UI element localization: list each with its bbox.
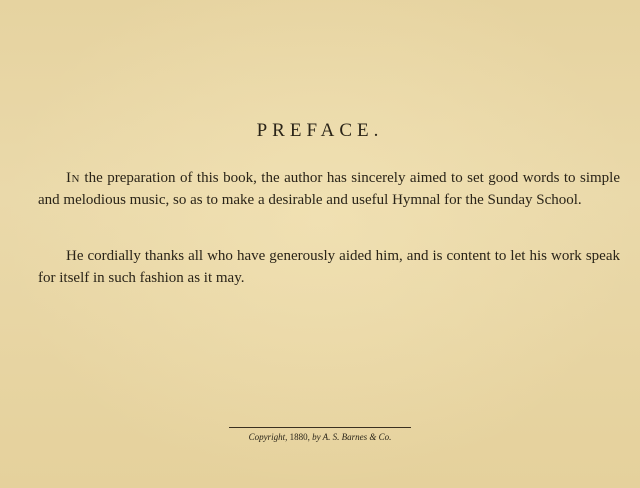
copyright-holder: by A. S. Barnes & Co. bbox=[312, 432, 392, 442]
paragraph-2-text: He cordially thanks all who have generously aided him, and is content to let his work speak for itself in such fashion as it may. bbox=[38, 248, 620, 286]
preface-paragraph-1 bbox=[38, 167, 620, 211]
copyright-year: 1880, bbox=[289, 432, 310, 442]
paragraph-lead-word: In bbox=[66, 170, 80, 186]
copyright-line bbox=[0, 432, 640, 442]
paragraph-1-text: the preparation of this book, the author has sincerely aimed to set good words to simple and melodious music, so as to make a desirable and useful Hymnal for the Sunday School. bbox=[38, 170, 620, 208]
preface-paragraph-2 bbox=[38, 245, 620, 289]
copyright-label: Copyright, bbox=[248, 432, 288, 442]
footer-rule bbox=[229, 427, 411, 428]
page-title: PREFACE. bbox=[256, 120, 384, 141]
